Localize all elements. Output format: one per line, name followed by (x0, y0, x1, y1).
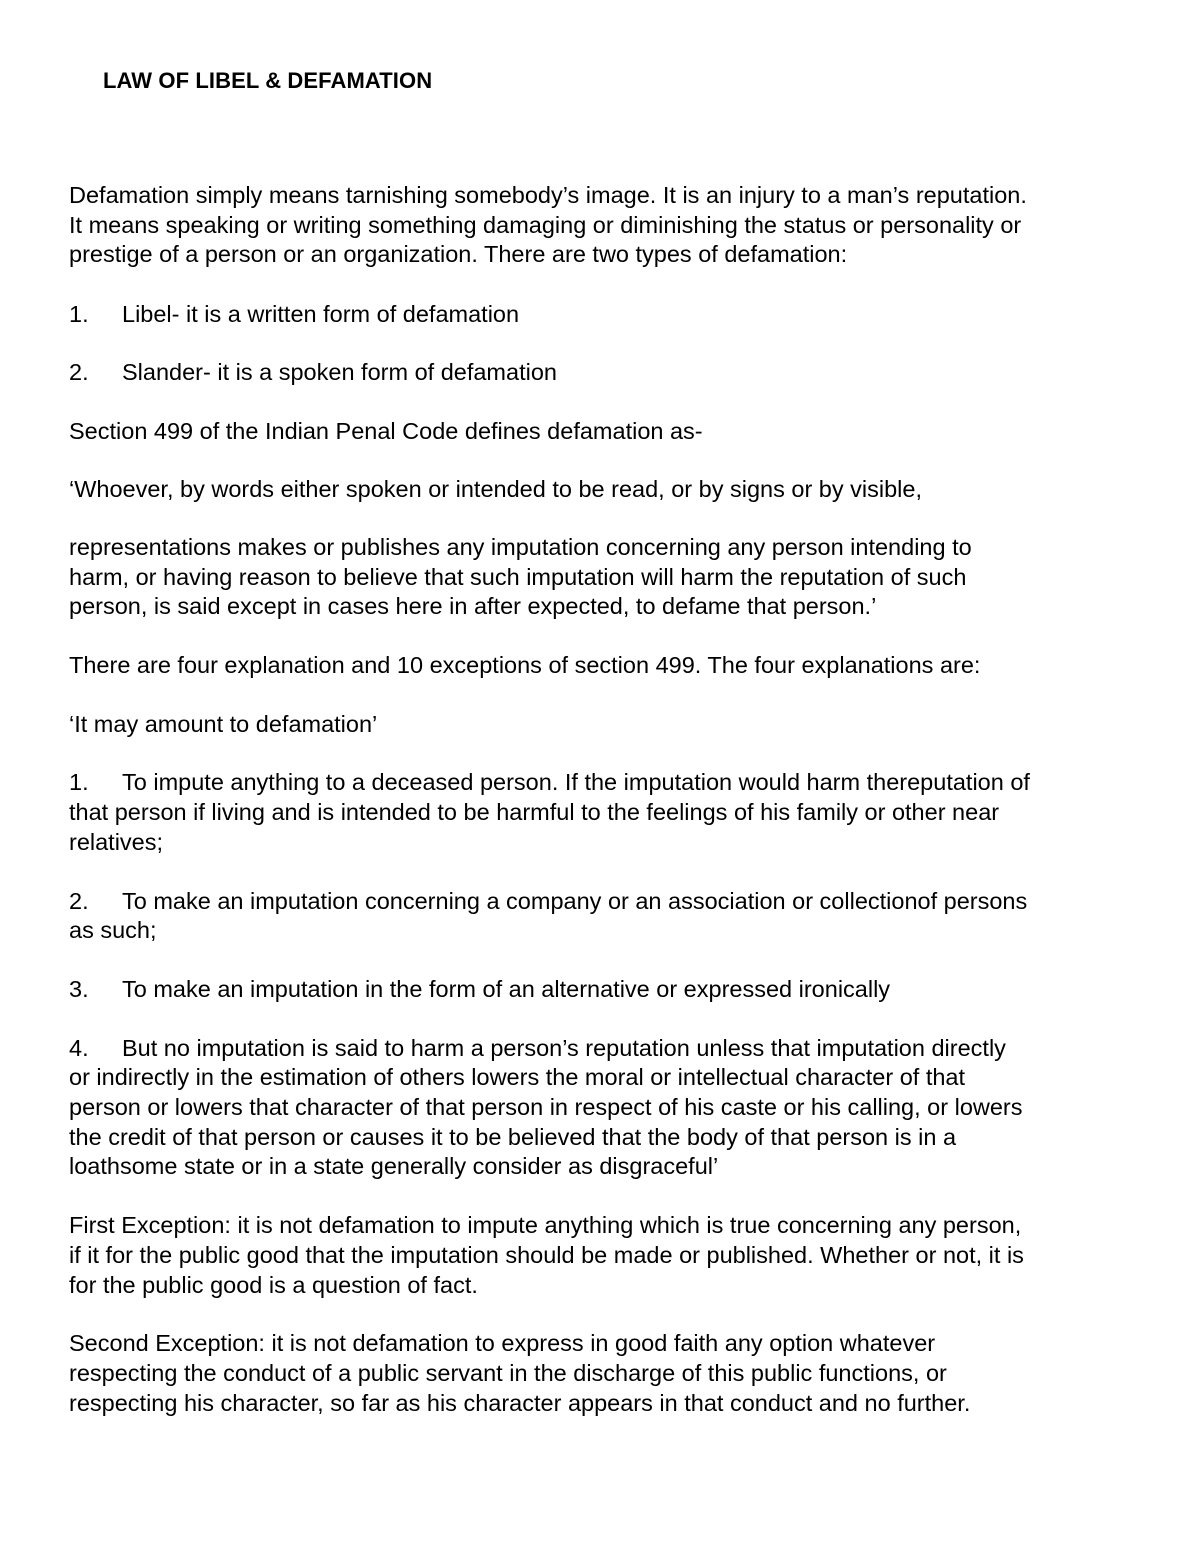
list-text: To impute anything to a deceased person. If the imputation would harm thereputation of (122, 769, 1030, 796)
explanation-item-2 (69, 887, 1149, 946)
list-number: 2. (69, 358, 89, 385)
explanations-intro: There are four explanation and 10 exceptions of section 499. The four explanations are: (69, 652, 981, 679)
list-number: 3. (69, 975, 89, 1002)
list-text: loathsome state or in a state generally consider as disgraceful’ (69, 1153, 719, 1180)
list-text: To make an imputation concerning a company or an association or collectionof persons (122, 887, 1028, 914)
quote-first-line: ‘Whoever, by words either spoken or intended to be read, or by signs or by visible, (69, 476, 922, 503)
intro-line: Defamation simply means tarnishing somebody’s image. It is an injury to a man’s reputation. (69, 182, 1027, 208)
list-text: as such; (69, 917, 157, 944)
list-text: Slander- it is a spoken form of defamation (122, 358, 557, 385)
list-number: 1. (69, 769, 89, 796)
exception-line: if it for the public good that the imputation should be made or published. Whether or not, it is (69, 1241, 1024, 1268)
second-exception (69, 1329, 1149, 1418)
quote-line: representations makes or publishes any imputation concerning any person intending to (69, 533, 972, 560)
list-text: the credit of that person or causes it to be believed that the body of that person is in a (69, 1123, 957, 1150)
exception-line: First Exception: it is not defamation to impute anything which is true concerning any person, (69, 1212, 1022, 1239)
intro-line: It means speaking or writing something damaging or diminishing the status or personality or (69, 211, 1022, 238)
document-body (69, 181, 1149, 1418)
list-text: relatives; (69, 828, 164, 855)
list-text: To make an imputation in the form of an alternative or expressed ironically (122, 975, 891, 1002)
list-text: person or lowers that character of that person in respect of his caste or his calling, or lowers (69, 1094, 1023, 1121)
document-title: LAW OF LIBEL & DEFAMATION (103, 68, 433, 93)
explanation-item-1 (69, 768, 1149, 857)
list-text: or indirectly in the estimation of others lowers the moral or intellectual character of that (69, 1064, 966, 1091)
quote-line: person, is said except in cases here in after expected, to defame that person.’ (69, 593, 877, 620)
list-number: 2. (69, 887, 89, 914)
explanation-item-4 (69, 1034, 1149, 1183)
intro-paragraph (69, 181, 1149, 270)
intro-line: prestige of a person or an organization. There are two types of defamation: (69, 241, 848, 268)
type-item-slander (69, 358, 1149, 388)
explanation-item-3 (69, 975, 1149, 1005)
exception-line: Second Exception: it is not defamation to express in good faith any option whatever (69, 1330, 936, 1357)
exception-line: for the public good is a question of fact. (69, 1271, 478, 1298)
type-item-libel (69, 300, 1149, 330)
list-text: Libel- it is a written form of defamation (122, 301, 520, 328)
exception-line: respecting the conduct of a public servant in the discharge of this public functions, or (69, 1359, 947, 1386)
quote-line: harm, or having reason to believe that such imputation will harm the reputation of such (69, 563, 967, 590)
list-number: 4. (69, 1034, 89, 1061)
exception-line: respecting his character, so far as his character appears in that conduct and no further. (69, 1389, 971, 1416)
first-exception (69, 1211, 1149, 1300)
amount-quote: ‘It may amount to defamation’ (69, 710, 378, 737)
list-text: But no imputation is said to harm a person’s reputation unless that imputation directly (122, 1034, 1006, 1061)
quote-paragraph (69, 533, 1149, 622)
section-intro: Section 499 of the Indian Penal Code defines defamation as- (69, 417, 703, 444)
list-number: 1. (69, 301, 89, 328)
list-text: that person if living and is intended to be harmful to the feelings of his family or other near (69, 799, 1000, 826)
